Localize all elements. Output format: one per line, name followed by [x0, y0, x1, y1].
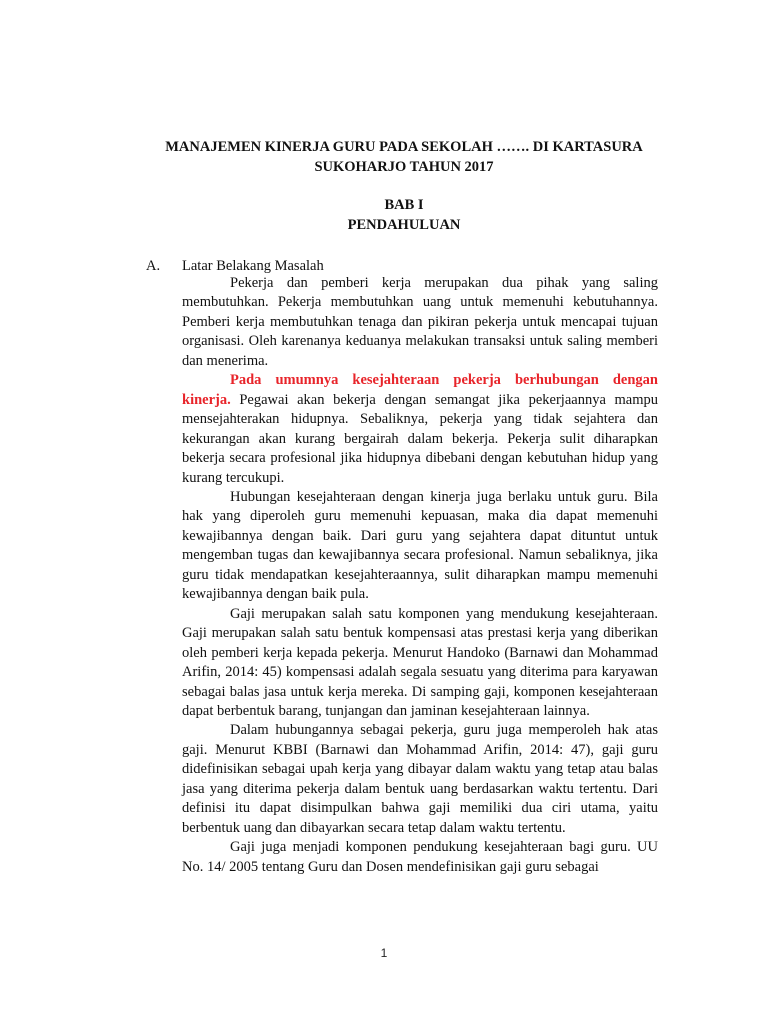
paragraph-1: Pekerja dan pemberi kerja merupakan dua pihak yang saling membutuhkan. Pekerja membutuhkan uang untuk memenuhi kebutuhannya. Pemberi kerja membutuhkan tenaga dan pikiran pekerja untuk mencapai tujuan organisasi. Oleh karenanya keduanya melakukan transaksi untuk saling memberi dan menerima.	[182, 275, 658, 369]
page-number: 1	[380, 946, 388, 960]
document-title-line-2: SUKOHARJO TAHUN 2017	[314, 159, 494, 175]
chapter-heading: BAB I	[384, 197, 424, 213]
paragraph-3: Hubungan kesejahteraan dengan kinerja juga berlaku untuk guru. Bila hak yang diperoleh guru memenuhi kepuasan, maka dia dapat memenuhi kewajibannya dengan baik. Dari guru yang sejahtera dapat dituntut untuk mengemban tugas dan kewajibannya secara profesional. Namun sebaliknya, jika guru tidak mendapatkan kesejahteraannya, sulit diharapkan mampu memenuhi kewajibannya dengan baik pula.	[182, 488, 658, 603]
paragraph-6: Gaji juga menjadi komponen pendukung kesejahteraan bagi guru. UU No. 14/ 2005 tentang Guru dan Dosen mendefinisikan gaji guru sebagai	[182, 839, 658, 875]
document-title-line-1: MANAJEMEN KINERJA GURU PADA SEKOLAH ……. DI KARTASURA	[165, 139, 643, 155]
highlighted-sentence: Pada umumnya kesejahteraan pekerja berhubungan dengan kinerja.	[182, 372, 658, 408]
paragraph-4: Gaji merupakan salah satu komponen yang mendukung kesejahteraan. Gaji merupakan salah satu bentuk kompensasi atas prestasi kerja yang diberikan oleh pemberi kerja kepada pekerja. Menurut Handoko (Barnawi dan Mohammad Arifin, 2014: 45) kompensasi adalah segala sesuatu yang diterima para karyawan sebagai balas jasa untuk kerja mereka. Di samping gaji, komponen kesejahteraan dapat berbentuk barang, tunjangan dan jaminan kesejahteraan lainnya.	[182, 605, 658, 719]
paragraph-2	[182, 371, 658, 488]
paragraph-2-rest: Pegawai akan bekerja dengan semangat jika pekerjaannya mampu mensejahterakan hidupnya. Sebaliknya, pekerja yang tidak sejahtera dan kekurangan akan kurang bergairah dalam bekerja. Pekerja sulit diharapkan bekerja secara profesional jika hidupnya dibebani dengan kebutuhan hidup yang kurang tercukupi.	[182, 391, 658, 486]
section-letter: A.	[146, 258, 161, 274]
paragraph-5: Dalam hubungannya sebagai pekerja, guru juga memperoleh hak atas gaji. Menurut KBBI (Barnawi dan Mohammad Arifin, 2014: 47), gaji guru didefinisikan sebagai upah kerja yang dibayar dalam waktu yang tetap atau balas jasa yang diterima pekerja dalam bentuk uang berdasarkan waktu tertentu. Dari definisi itu dapat disimpulkan bahwa gaji memiliki dua ciri utama, yaitu berbentuk uang dan dibayarkan secara tetap dalam waktu tertentu.	[182, 722, 658, 836]
section-title: Latar Belakang Masalah	[182, 258, 324, 274]
chapter-title: PENDAHULUAN	[347, 217, 461, 233]
body-text	[182, 274, 658, 877]
